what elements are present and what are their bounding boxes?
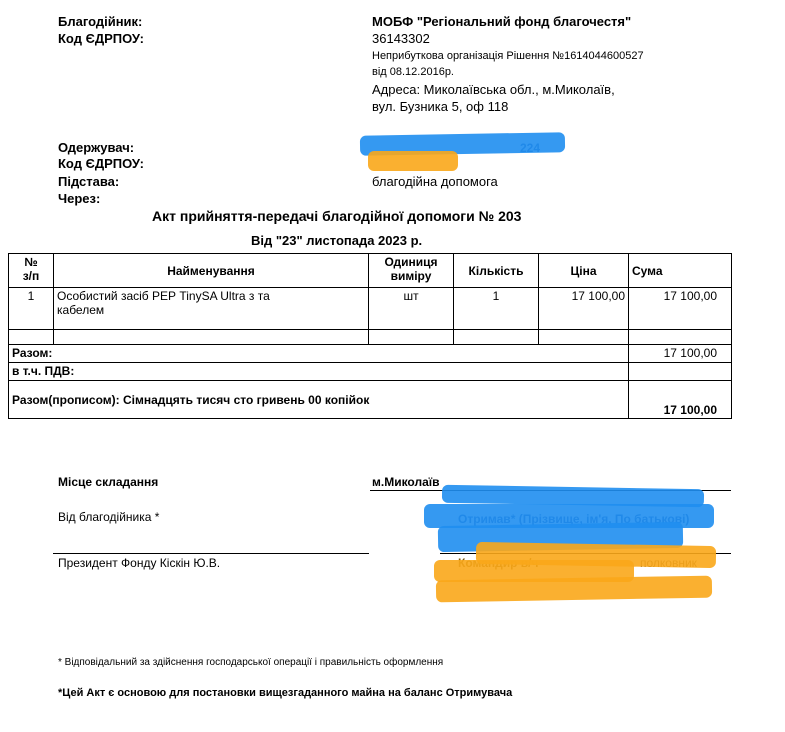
- total-label: Разом:: [9, 345, 629, 363]
- via-label: Через:: [58, 191, 101, 206]
- place-label: Місце складання: [58, 475, 159, 489]
- donor-nonprofit-line2: від 08.12.2016р.: [372, 66, 454, 78]
- donor-address-line1: Адреса: Миколаївська обл., м.Миколаїв,: [372, 82, 615, 97]
- header-num: № з/п: [9, 254, 54, 288]
- act-date: Від "23" листопада 2023 р.: [251, 233, 423, 248]
- row-sum: 17 100,00: [629, 288, 732, 330]
- row-price: 17 100,00: [539, 288, 629, 330]
- from-donor-label: Від благодійника *: [58, 510, 160, 524]
- donor-name: МОБФ "Регіональний фонд благочестя": [372, 14, 632, 29]
- header-unit: Одиниця виміру: [369, 254, 454, 288]
- president-name: Президент Фонду Кіскін Ю.В.: [58, 556, 221, 570]
- vat-label: в т.ч. ПДВ:: [9, 363, 629, 381]
- basis-value: благодійна допомога: [372, 174, 498, 189]
- donor-sign-line: [53, 553, 369, 554]
- redaction-yellow: [368, 151, 458, 171]
- responsible-note: * Відповідальний за здійснення господарської операції і правильність оформлення: [58, 657, 444, 668]
- table-header-row: [9, 254, 732, 288]
- words-total: 17 100,00: [629, 381, 732, 419]
- header-qty: Кількість: [454, 254, 539, 288]
- row-unit: шт: [369, 288, 454, 330]
- row-name: Особистий засіб РЕР TinySA Ultra з та кабелем: [54, 288, 369, 330]
- redaction-yellow: [436, 576, 712, 603]
- row-num: 1: [9, 288, 54, 330]
- vat-row: [9, 363, 732, 381]
- total-value: 17 100,00: [629, 345, 732, 363]
- basis-note: *Цей Акт є основою для постановки вищезгаданного майна на баланс Отримувача: [58, 687, 513, 699]
- items-table: [8, 253, 732, 419]
- recipient-label: Одержувач:: [58, 140, 135, 155]
- table-row: [9, 288, 732, 330]
- donor-nonprofit-line1: Неприбуткова організація Рішення №1614044600527: [372, 50, 644, 62]
- words-label: Разом(прописом): Сімнадцять тисяч сто гривень 00 копійок: [9, 381, 629, 419]
- total-row: [9, 345, 732, 363]
- place-value: м.Миколаїв: [372, 475, 440, 489]
- header-sum: Сума: [629, 254, 732, 288]
- donor-edrpou: 36143302: [372, 31, 430, 46]
- words-row: [9, 381, 732, 419]
- row-qty: 1: [454, 288, 539, 330]
- basis-label: Підстава:: [58, 174, 120, 189]
- table-empty-row: [9, 330, 732, 345]
- header-name: Найменування: [54, 254, 369, 288]
- donor-label: Благодійник:: [58, 14, 143, 29]
- recipient-edrpou-label: Код ЄДРПОУ:: [58, 156, 144, 171]
- donor-edrpou-label: Код ЄДРПОУ:: [58, 31, 144, 46]
- header-price: Ціна: [539, 254, 629, 288]
- donor-address-line2: вул. Бузника 5, оф 118: [372, 99, 509, 114]
- act-title: Акт прийняття-передачі благодійної допомоги № 203: [152, 208, 522, 224]
